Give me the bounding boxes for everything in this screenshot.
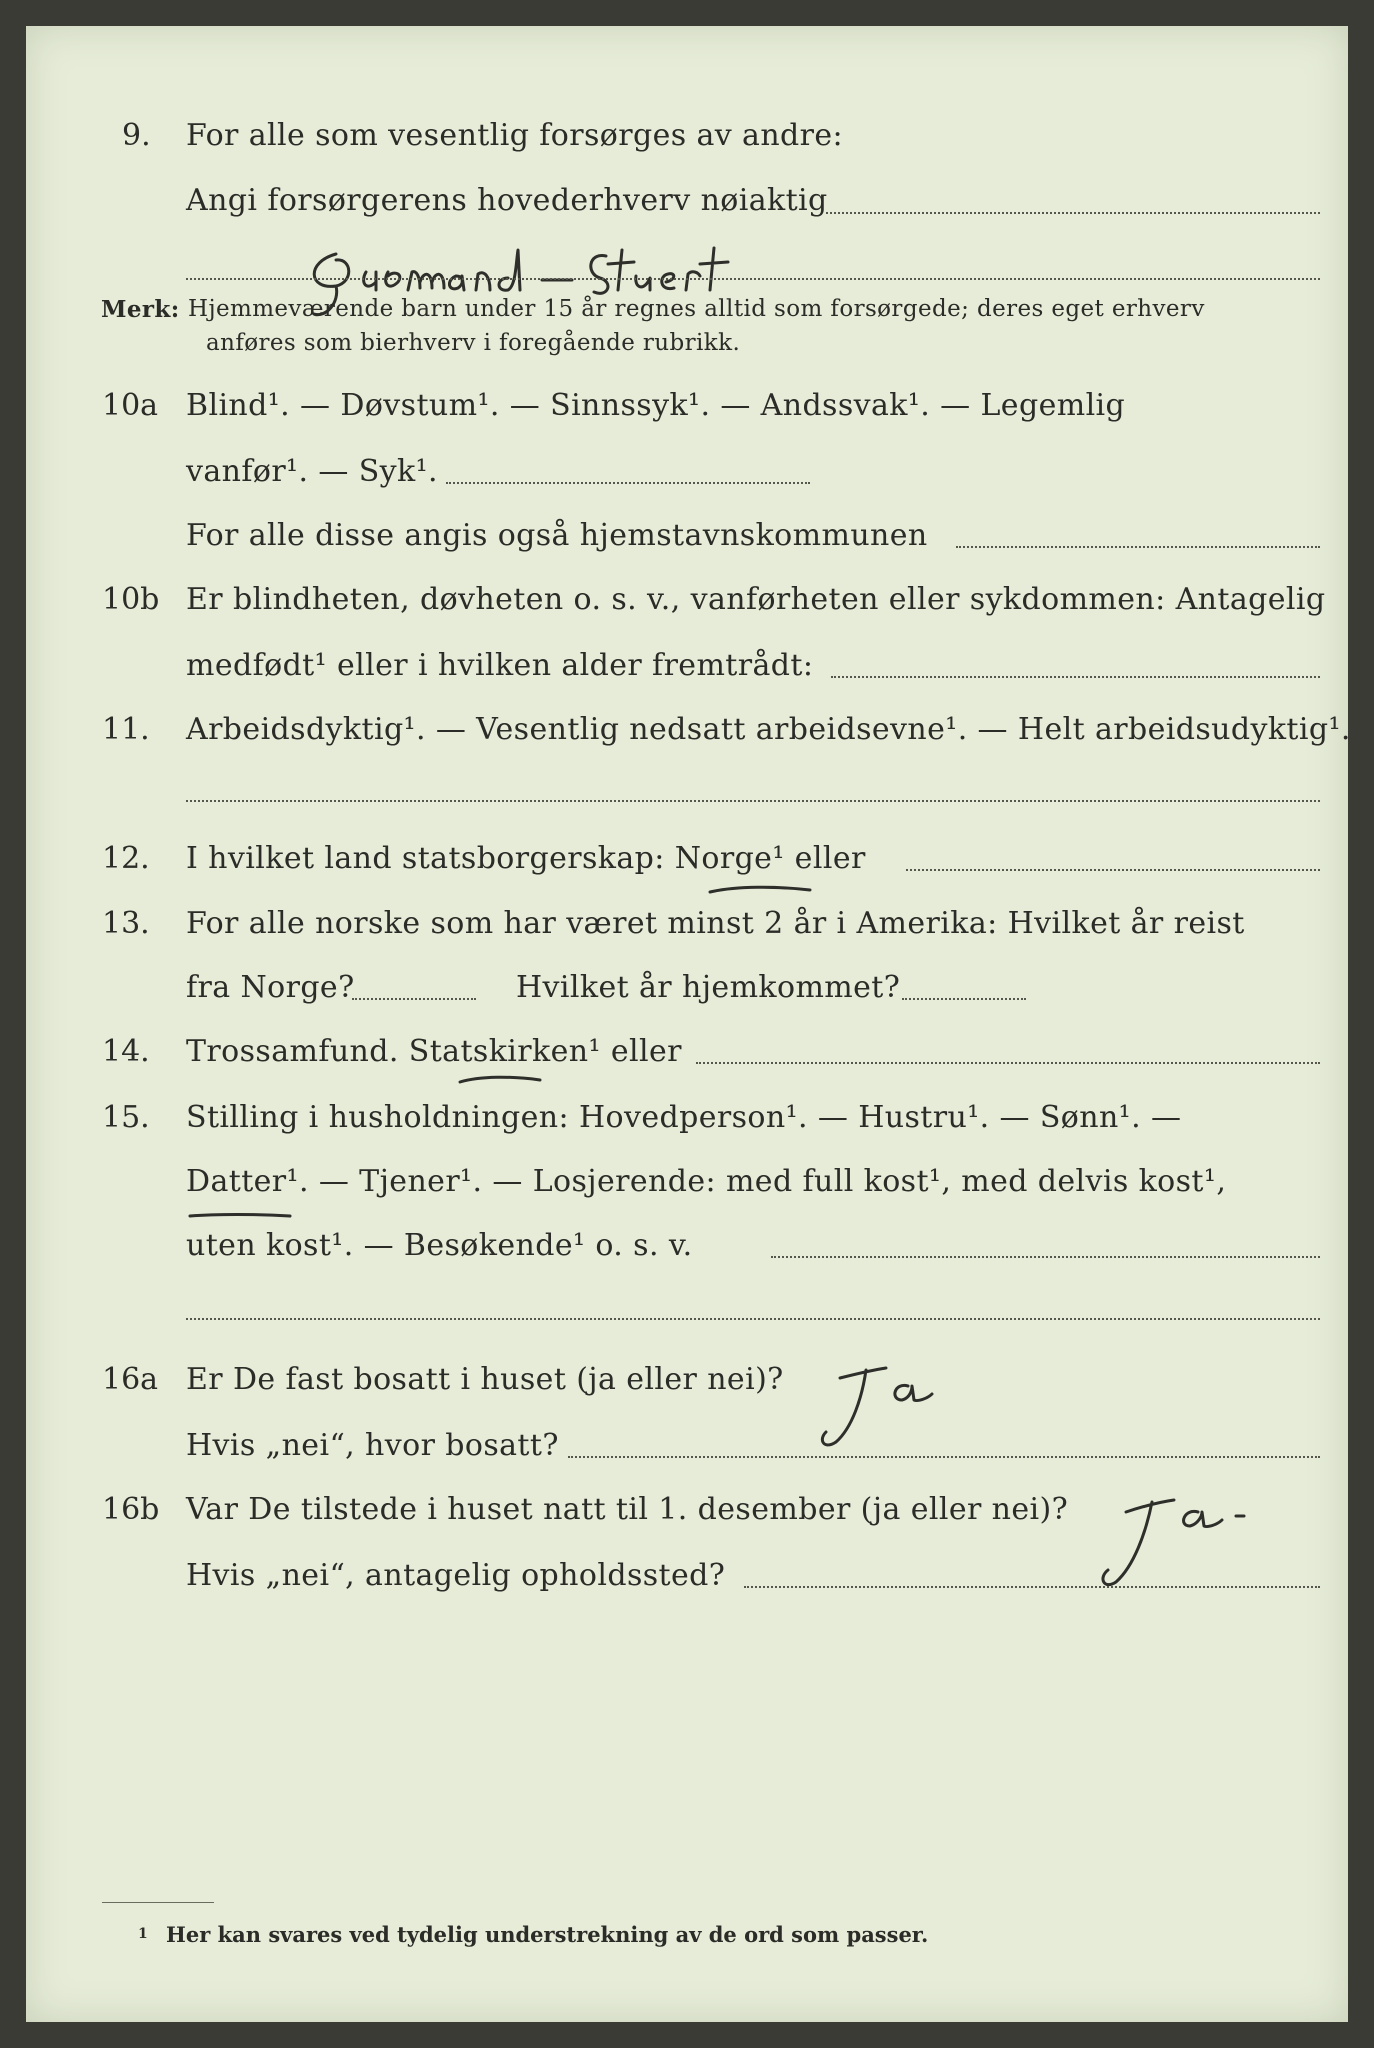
q12-line1: I hvilket land statsborgerskap: Norge¹ eller <box>186 841 866 876</box>
census-form-page <box>26 26 1351 2022</box>
q11-fill-line <box>186 800 1320 802</box>
q16b-handwritten-answer <box>1086 1478 1276 1612</box>
footnote-rule <box>102 1902 214 1903</box>
q15-line2: Datter¹. — Tjener¹. — Losjerende: med full kost¹, med delvis kost¹, <box>186 1164 1227 1199</box>
q10a-fill-line1 <box>446 482 810 484</box>
q15-fill-line1 <box>771 1256 1320 1258</box>
q12-fill-line <box>906 869 1320 871</box>
q12-number: 12. <box>102 841 150 876</box>
q9-fill-line2 <box>186 278 1320 280</box>
q16a-handwritten-answer <box>806 1348 966 1472</box>
q13-number: 13. <box>102 906 150 941</box>
q16a-line2: Hvis „nei“, hvor bosatt? <box>186 1428 559 1463</box>
q16b-fill-line <box>744 1586 1320 1588</box>
q13-line1: For alle norske som har været minst 2 år i Amerika: Hvilket år reist <box>186 906 1245 941</box>
q15-underline-mark <box>186 1208 296 1228</box>
q13-fill-year-left <box>352 998 476 1000</box>
q15-number: 15. <box>102 1100 150 1135</box>
q11-line1: Arbeidsdyktig¹. — Vesentlig nedsatt arbeidsevne¹. — Helt arbeidsudyktig¹. <box>186 712 1351 747</box>
q9-fill-line1 <box>826 212 1320 214</box>
q16a-number: 16a <box>102 1362 159 1397</box>
q15-fill-line2 <box>186 1318 1320 1320</box>
q16a-fill-line <box>568 1456 1320 1458</box>
q10a-line1: Blind¹. — Døvstum¹. — Sinnssyk¹. — Andssvak¹. — Legemlig <box>186 388 1126 423</box>
q10a-number: 10a <box>102 388 159 423</box>
q16b-line2: Hvis „nei“, antagelig opholdssted? <box>186 1558 726 1593</box>
merk-line1: Hjemmeværende barn under 15 år regnes alltid som forsørgede; deres eget erhverv <box>188 296 1205 322</box>
footnote-mark: 1 <box>138 1926 148 1942</box>
q16b-line1: Var De tilstede i huset natt til 1. desember (ja eller nei)? <box>186 1492 1069 1527</box>
q10a-line3: For alle disse angis også hjemstavnskommunen <box>186 518 928 553</box>
q10b-fill-line <box>831 676 1320 678</box>
q15-line3: uten kost¹. — Besøkende¹ o. s. v. <box>186 1228 693 1263</box>
q14-fill-line <box>696 1062 1320 1064</box>
q16a-line1: Er De fast bosatt i huset (ja eller nei)? <box>186 1362 784 1397</box>
q10b-line2: medfødt¹ eller i hvilken alder fremtrådt: <box>186 648 814 683</box>
q11-number: 11. <box>102 712 150 747</box>
q13-line2b: Hvilket år hjemkommet? <box>516 970 901 1005</box>
q14-underline-mark <box>456 1072 546 1092</box>
q14-line1: Trossamfund. Statskirken¹ eller <box>186 1034 682 1069</box>
footnote-text: Her kan svares ved tydelig understrekning av de ord som passer. <box>166 1922 929 1947</box>
q9-line1: For alle som vesentlig forsørges av andre: <box>186 118 844 153</box>
q16b-number: 16b <box>102 1492 160 1527</box>
q10a-line2: vanfør¹. — Syk¹. <box>186 454 438 489</box>
q14-number: 14. <box>102 1034 150 1069</box>
q10a-fill-line2 <box>956 546 1320 548</box>
merk-label: Merk: <box>101 296 180 323</box>
q10b-number: 10b <box>102 582 160 617</box>
q10b-line1: Er blindheten, døvheten o. s. v., vanførheten eller sykdommen: Antagelig <box>186 582 1326 617</box>
q13-line2a: fra Norge? <box>186 970 355 1005</box>
merk-line2: anføres som bierhverv i foregående rubrikk. <box>206 330 741 356</box>
q9-number: 9. <box>122 118 151 153</box>
q9-line2: Angi forsørgerens hovederhverv nøiaktig <box>186 183 828 218</box>
q15-line1: Stilling i husholdningen: Hovedperson¹. — Hustru¹. — Sønn¹. — <box>186 1100 1182 1135</box>
q12-underline-mark <box>706 882 816 902</box>
q13-fill-year-returned <box>902 998 1026 1000</box>
